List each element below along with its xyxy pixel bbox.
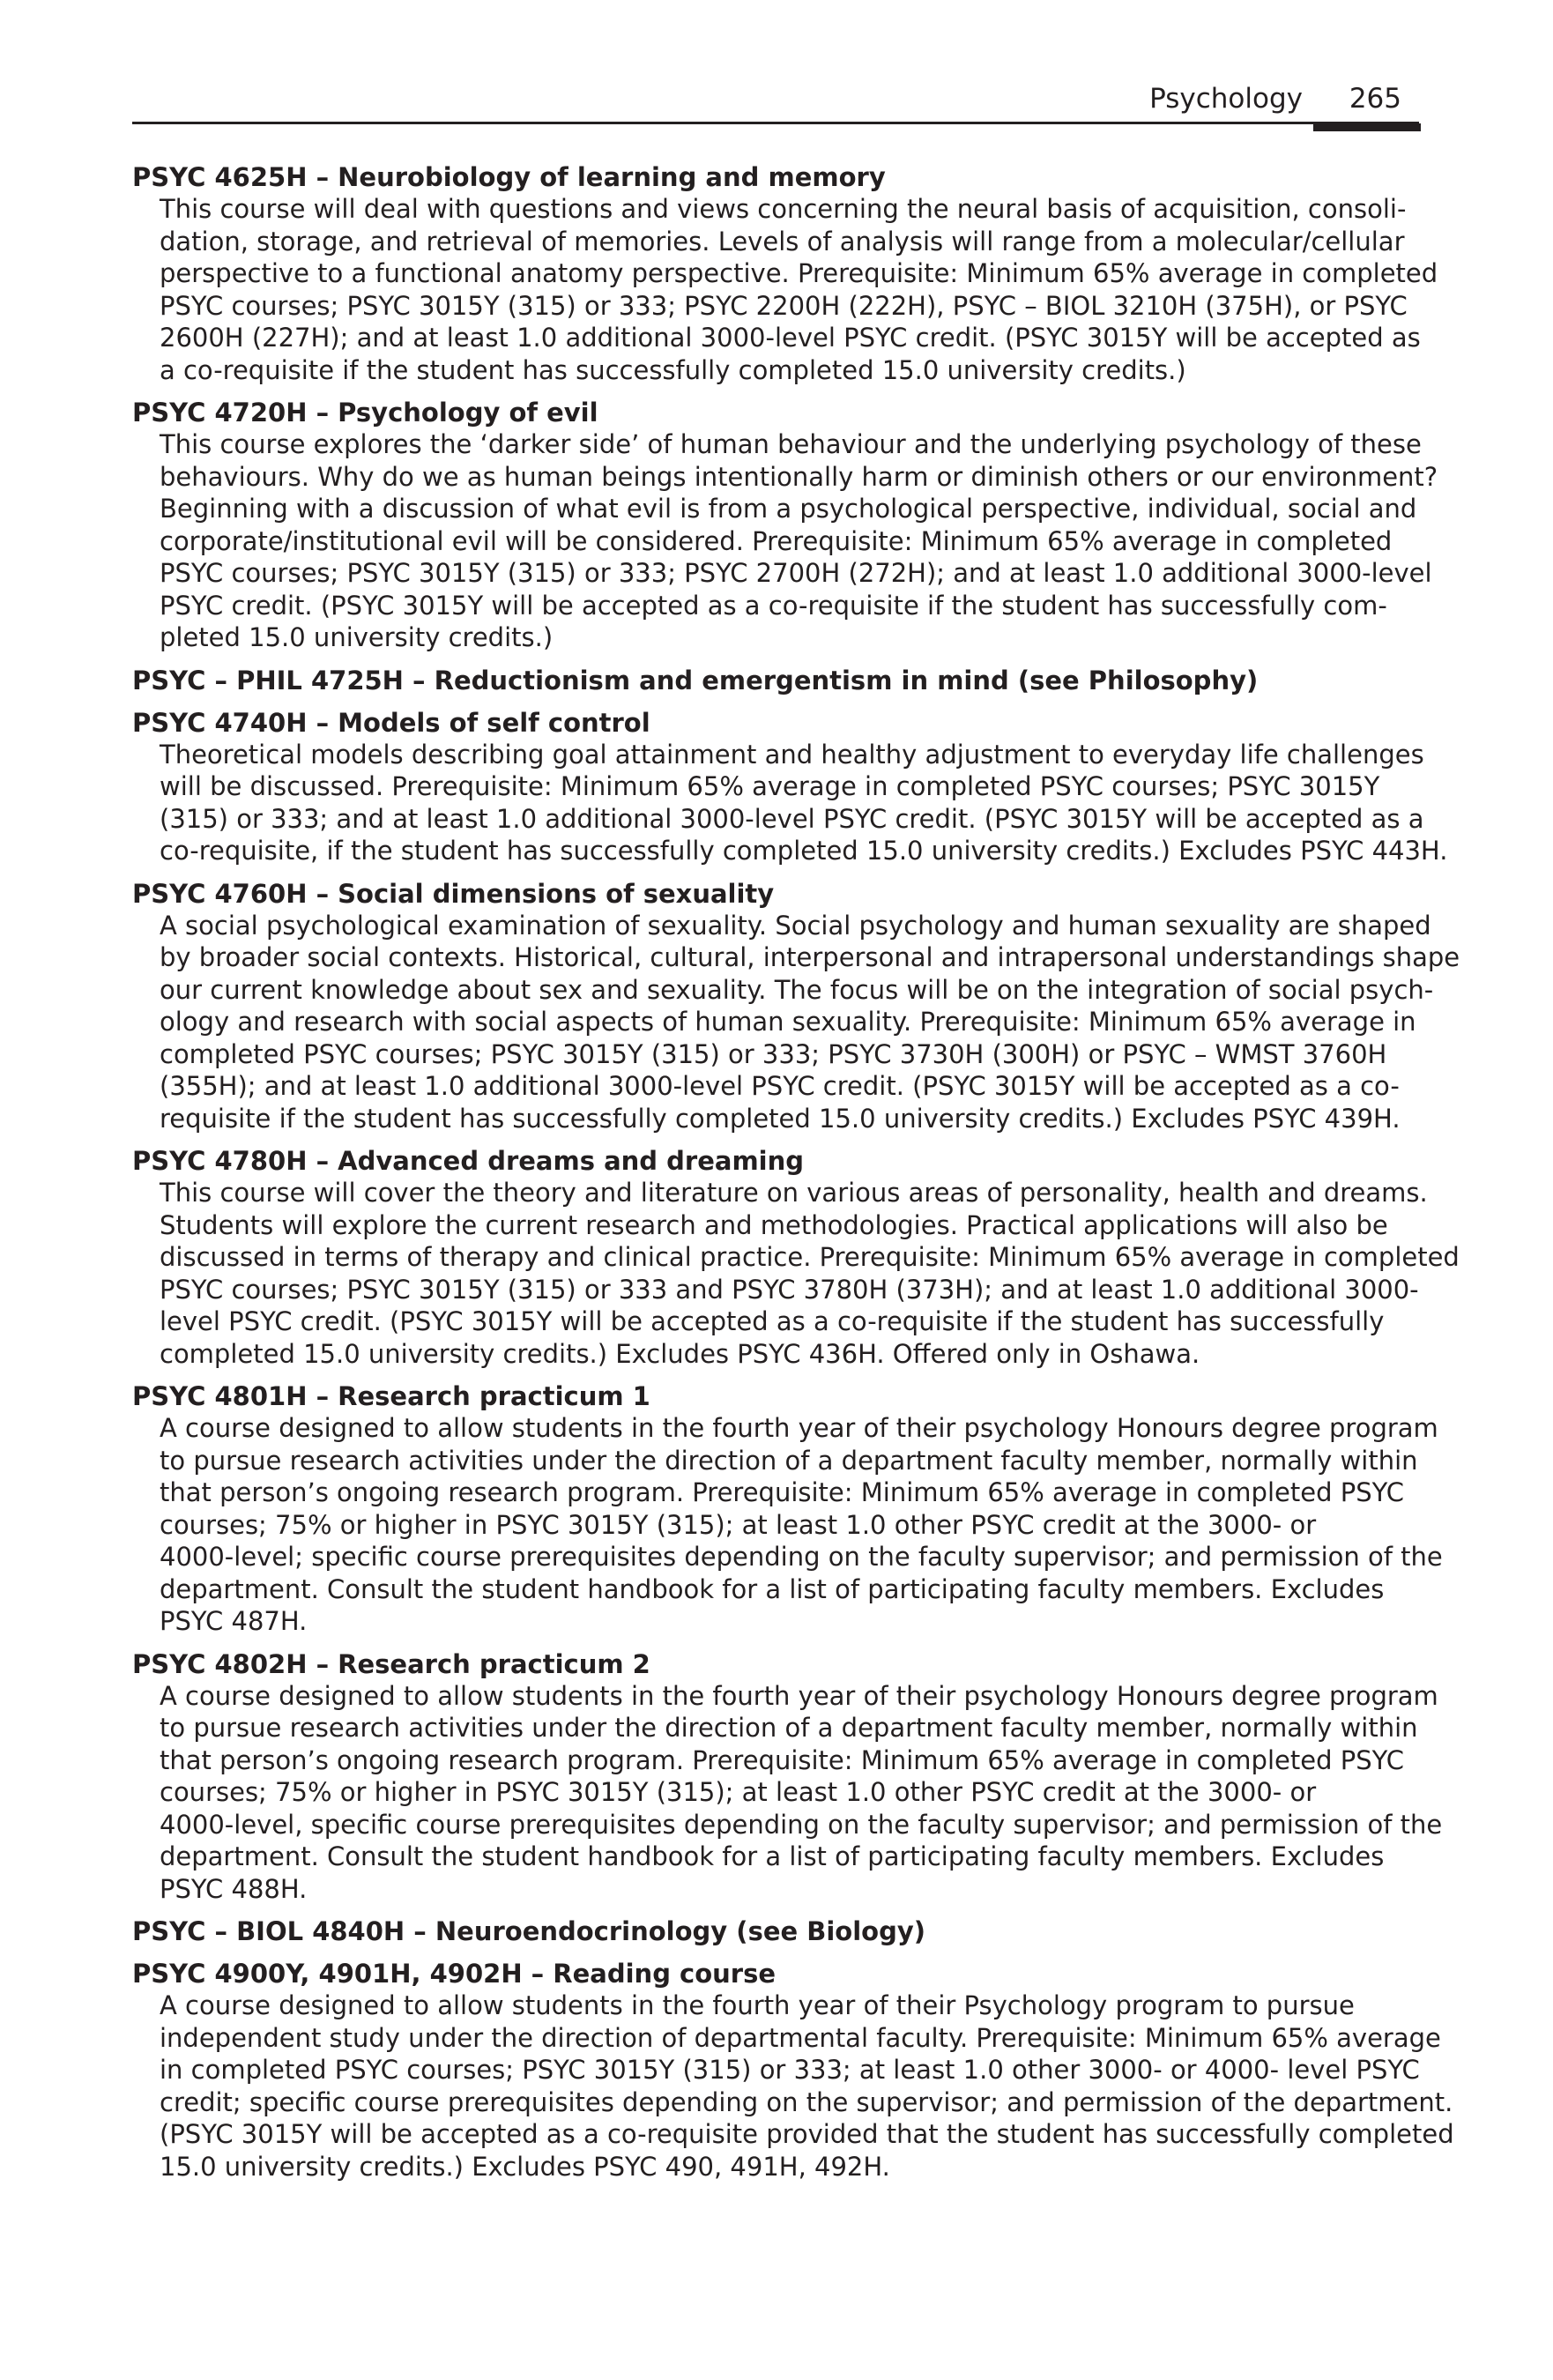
description-line: pleted 15.0 university credits.) bbox=[160, 622, 554, 652]
description-line: PSYC courses; PSYC 3015Y (315) or 333 and PSYC 3780H (373H); and at least 1.0 additional 3000- bbox=[160, 1274, 1419, 1305]
description-line: Theoretical models describing goal attainment and healthy adjustment to everyday life challenges bbox=[160, 739, 1424, 770]
course-title: PSYC 4780H – Advanced dreams and dreaming bbox=[132, 1146, 805, 1176]
description-line: dation, storage, and retrieval of memories. Levels of analysis will range from a molecular/cellular bbox=[160, 226, 1405, 257]
description-line: co-requisite, if the student has successfully completed 15.0 university credits.) Excludes PSYC 443H. bbox=[160, 836, 1448, 866]
description-line: A course designed to allow students in the fourth year of their psychology Honours degree program bbox=[160, 1413, 1438, 1443]
description-line: 2600H (227H); and at least 1.0 additional 3000-level PSYC credit. (PSYC 3015Y will be accepted as bbox=[160, 323, 1421, 353]
course-entry bbox=[132, 1958, 1454, 2183]
course-title: PSYC 4900Y, 4901H, 4902H – Reading course bbox=[132, 1959, 776, 1989]
description-line: 15.0 university credits.) Excludes PSYC 490, 491H, 492H. bbox=[160, 2151, 890, 2182]
course-entry bbox=[132, 1380, 1443, 1638]
description-line: level PSYC credit. (PSYC 3015Y will be accepted as a co-requisite if the student has successfully bbox=[160, 1306, 1385, 1336]
description-line: PSYC 488H. bbox=[160, 1873, 308, 1904]
description-line: (355H); and at least 1.0 additional 3000-level PSYC credit. (PSYC 3015Y will be accepted as a co- bbox=[160, 1071, 1400, 1101]
course-entry bbox=[132, 1915, 1423, 1947]
course-description bbox=[160, 910, 1460, 1135]
header-rule bbox=[132, 122, 1419, 124]
course-title: PSYC 4720H – Psychology of evil bbox=[132, 398, 598, 428]
description-line: courses; 75% or higher in PSYC 3015Y (315); at least 1.0 other PSYC credit at the 3000- or bbox=[160, 1509, 1317, 1540]
course-entry bbox=[132, 397, 1438, 654]
description-line: 4000-level; specific course prerequisites depending on the faculty supervisor; and permission of the bbox=[160, 1542, 1443, 1572]
description-line: department. Consult the student handbook for a list of participating faculty members. Excludes bbox=[160, 1841, 1385, 1871]
description-line: ology and research with social aspects of human sexuality. Prerequisite: Minimum 65% average in bbox=[160, 1007, 1416, 1037]
description-line: completed 15.0 university credits.) Excludes PSYC 436H. Offered only in Oshawa. bbox=[160, 1338, 1200, 1369]
description-line: by broader social contexts. Historical, cultural, interpersonal and intrapersonal understandings shape bbox=[160, 942, 1460, 972]
running-head-section: Psychology bbox=[1149, 83, 1303, 115]
course-title: PSYC 4740H – Models of self control bbox=[132, 707, 650, 738]
description-line: A social psychological examination of sexuality. Social psychology and human sexuality are shaped bbox=[160, 910, 1431, 941]
header-tab-bar bbox=[1313, 123, 1421, 131]
course-description bbox=[160, 1177, 1460, 1370]
description-line: PSYC 487H. bbox=[160, 1606, 308, 1636]
description-line: A course designed to allow students in the fourth year of their psychology Honours degree program bbox=[160, 1680, 1438, 1711]
course-description bbox=[160, 193, 1438, 386]
description-line: A course designed to allow students in the fourth year of their Psychology program to pursue bbox=[160, 1990, 1355, 2020]
description-line: This course will cover the theory and literature on various areas of personality, health and dreams. bbox=[160, 1178, 1428, 1208]
description-line: completed PSYC courses; PSYC 3015Y (315) or 333; PSYC 3730H (300H) or PSYC – WMST 3760H bbox=[160, 1038, 1387, 1069]
course-list bbox=[132, 161, 1460, 2193]
description-line: requisite if the student has successfully completed 15.0 university credits.) Excludes PSYC 439H. bbox=[160, 1103, 1401, 1134]
description-line: discussed in terms of therapy and clinical practice. Prerequisite: Minimum 65% average in completed bbox=[160, 1242, 1460, 1272]
course-title: PSYC 4760H – Social dimensions of sexuality bbox=[132, 878, 775, 909]
course-description bbox=[160, 1990, 1454, 2183]
description-line: to pursue research activities under the direction of a department faculty member, normally within bbox=[160, 1713, 1418, 1743]
course-entry bbox=[132, 161, 1438, 386]
description-line: PSYC credit. (PSYC 3015Y will be accepted as a co-requisite if the student has successfully com- bbox=[160, 590, 1387, 621]
description-line: PSYC courses; PSYC 3015Y (315) or 333; PSYC 2200H (222H), PSYC – BIOL 3210H (375H), or PSYC bbox=[160, 290, 1408, 321]
description-line: credit; specific course prerequisites depending on the supervisor; and permission of the department. bbox=[160, 2086, 1453, 2117]
page-number: 265 bbox=[1349, 83, 1401, 115]
course-description bbox=[160, 1680, 1443, 1906]
description-line: that person’s ongoing research program. Prerequisite: Minimum 65% average in completed PSYC bbox=[160, 1477, 1404, 1507]
course-description bbox=[160, 428, 1438, 654]
running-head bbox=[132, 78, 1421, 123]
description-line: courses; 75% or higher in PSYC 3015Y (315); at least 1.0 other PSYC credit at the 3000- or bbox=[160, 1777, 1317, 1807]
course-title: PSYC – PHIL 4725H – Reductionism and emergentism in mind (see Philosophy) bbox=[132, 665, 1259, 695]
course-title: PSYC 4801H – Research practicum 1 bbox=[132, 1381, 650, 1411]
description-line: perspective to a functional anatomy perspective. Prerequisite: Minimum 65% average in completed bbox=[160, 258, 1438, 288]
course-title: PSYC 4802H – Research practicum 2 bbox=[132, 1648, 650, 1679]
course-entry bbox=[132, 1145, 1460, 1370]
description-line: behaviours. Why do we as human beings intentionally harm or diminish others or our environment? bbox=[160, 461, 1438, 492]
description-line: This course will deal with questions and views concerning the neural basis of acquisition, consoli- bbox=[160, 194, 1407, 224]
description-line: department. Consult the student handbook for a list of participating faculty members. Excludes bbox=[160, 1573, 1385, 1604]
description-line: (315) or 333; and at least 1.0 additional 3000-level PSYC credit. (PSYC 3015Y will be accepted as a bbox=[160, 803, 1424, 834]
description-line: our current knowledge about sex and sexuality. The focus will be on the integration of social psych- bbox=[160, 974, 1434, 1005]
description-line: in completed PSYC courses; PSYC 3015Y (315) or 333; at least 1.0 other 3000- or 4000- level PSYC bbox=[160, 2055, 1420, 2085]
description-line: independent study under the direction of departmental faculty. Prerequisite: Minimum 65% average bbox=[160, 2022, 1441, 2053]
course-title: PSYC – BIOL 4840H – Neuroendocrinology (see Biology) bbox=[132, 1916, 926, 1946]
description-line: that person’s ongoing research program. Prerequisite: Minimum 65% average in completed PSYC bbox=[160, 1744, 1404, 1775]
description-line: will be discussed. Prerequisite: Minimum 65% average in completed PSYC courses; PSYC 3015Y bbox=[160, 771, 1380, 801]
description-line: a co-requisite if the student has successfully completed 15.0 university credits.) bbox=[160, 354, 1186, 385]
description-line: to pursue research activities under the direction of a department faculty member, normally within bbox=[160, 1445, 1418, 1476]
course-entry bbox=[132, 878, 1460, 1135]
description-line: Students will explore the current research and methodologies. Practical applications will also be bbox=[160, 1209, 1388, 1240]
course-entry bbox=[132, 1648, 1443, 1906]
description-line: This course explores the ‘darker side’ of human behaviour and the underlying psychology of these bbox=[160, 429, 1422, 459]
description-line: Beginning with a discussion of what evil is from a psychological perspective, individual, social and bbox=[160, 494, 1417, 524]
course-entry bbox=[132, 665, 1423, 696]
description-line: corporate/institutional evil will be considered. Prerequisite: Minimum 65% average in completed bbox=[160, 525, 1393, 556]
description-line: PSYC courses; PSYC 3015Y (315) or 333; PSYC 2700H (272H); and at least 1.0 additional 3000-level bbox=[160, 558, 1432, 588]
course-title: PSYC 4625H – Neurobiology of learning and memory bbox=[132, 162, 886, 192]
description-line: 4000-level, specific course prerequisites depending on the faculty supervisor; and permission of the bbox=[160, 1809, 1443, 1840]
course-entry bbox=[132, 707, 1448, 867]
course-description bbox=[160, 739, 1448, 867]
course-description bbox=[160, 1412, 1443, 1638]
description-line: (PSYC 3015Y will be accepted as a co-requisite provided that the student has successfully completed bbox=[160, 2119, 1454, 2149]
